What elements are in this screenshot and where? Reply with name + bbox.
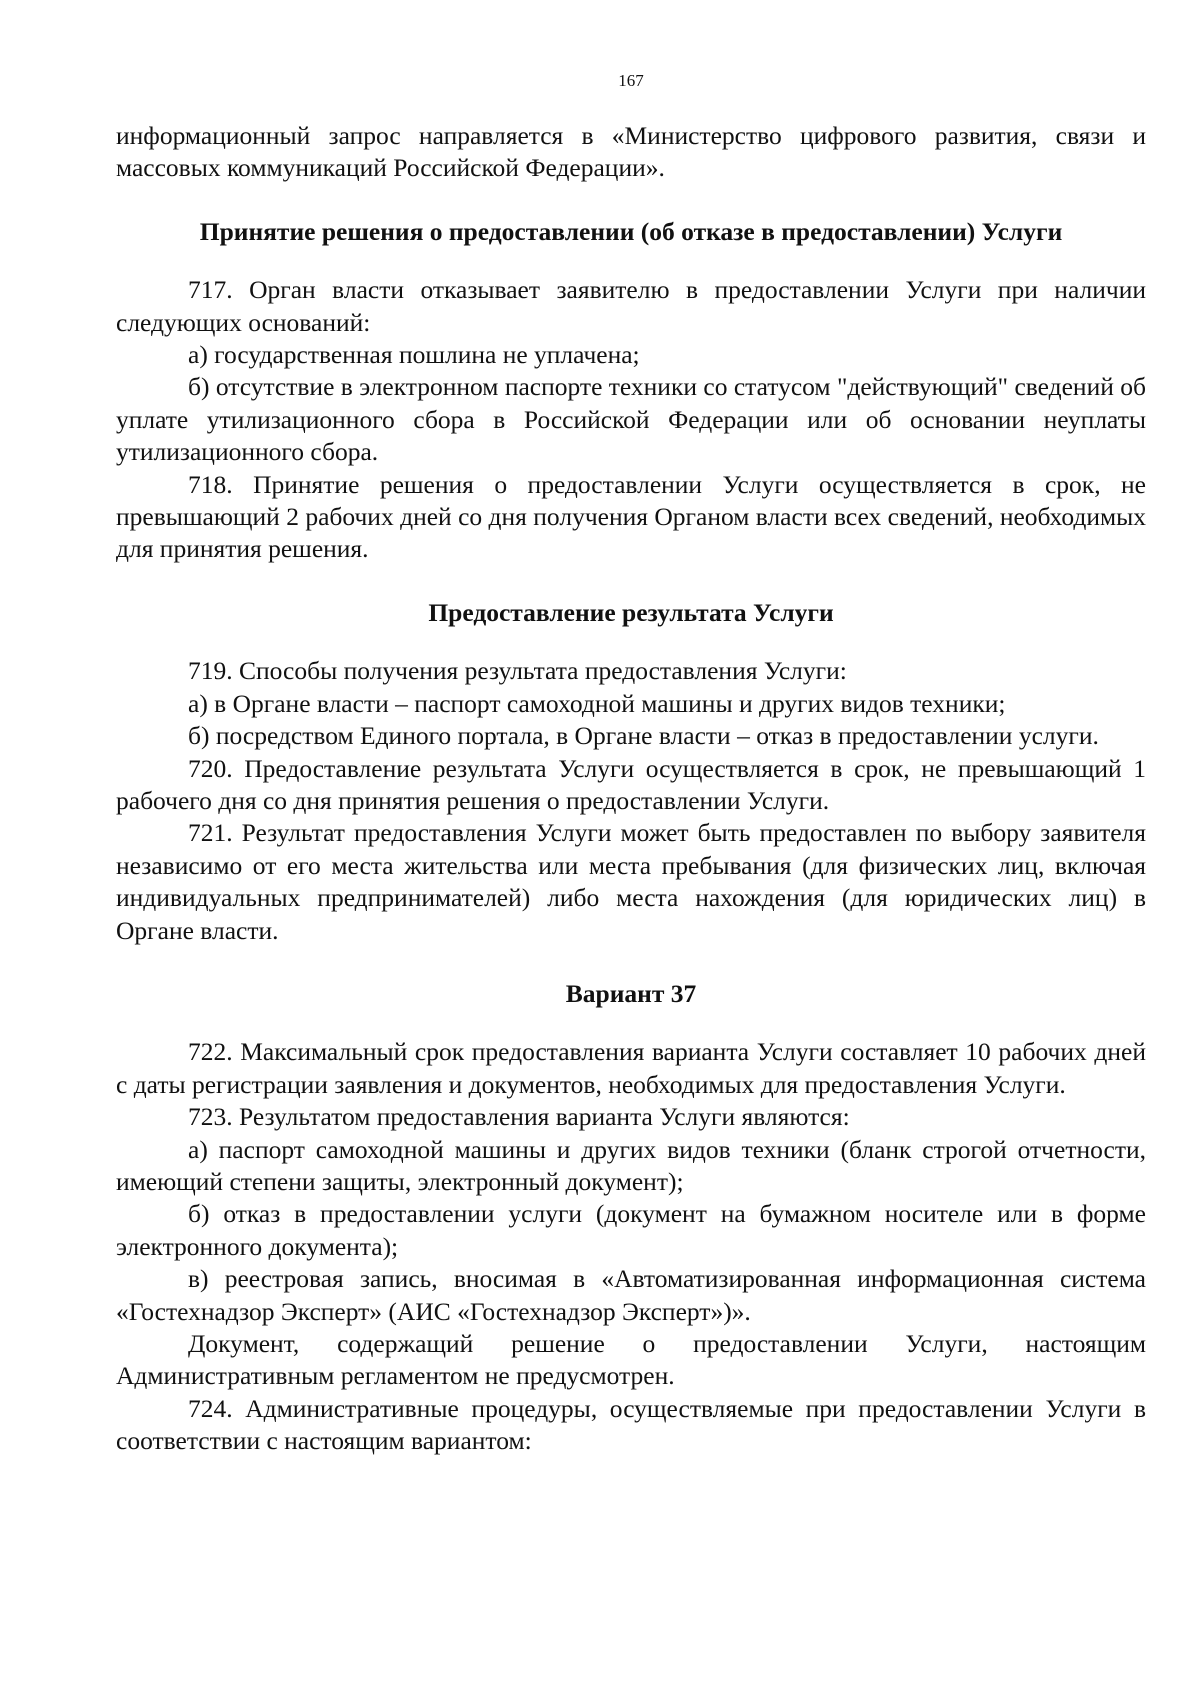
heading-result: Предоставление результата Услуги [428,597,834,627]
paragraph-717-a: а) государственная пошлина не уплачена; [188,340,640,370]
paragraph-717: 717. Орган власти отказывает заявителю в предоставлении Услуги при наличии следующих оснований: [116,275,1146,337]
paragraph-723-a: а) паспорт самоходной машины и других видов техники (бланк строгой отчетности, имеющий степени защиты, электронный документ); [116,1134,1146,1196]
paragraph-719-b: б) посредством Единого портала, в Органе власти – отказ в предоставлении услуги. [188,721,1099,751]
paragraph-719: 719. Способы получения результата предоставления Услуги: [188,656,847,686]
paragraph-720: 720. Предоставление результата Услуги осуществляется в срок, не превышающий 1 рабочего дня со дня принятия решения о предоставлении Услуги. [116,753,1146,815]
paragraph-722: 722. Максимальный срок предоставления варианта Услуги составляет 10 рабочих дней с даты регистрации заявления и документов, необходимых для предоставления Услуги. [116,1037,1146,1099]
paragraph-721: 721. Результат предоставления Услуги может быть предоставлен по выбору заявителя независимо от его места жительства или места пребывания (для физических лиц, включая индивидуальных предпринимателей) либо места нахождения (для юридических лиц) в Органе власти. [116,818,1146,945]
heading-variant: Вариант 37 [565,978,697,1008]
document-body [116,120,1146,1458]
paragraph-724: 724. Административные процедуры, осуществляемые при предоставлении Услуги в соответствии с настоящим вариантом: [116,1393,1146,1456]
intro-paragraph: информационный запрос направляется в «Министерство цифрового развития, связи и массовых коммуникаций Российской Федерации». [116,121,1146,183]
paragraph-723: 723. Результатом предоставления варианта Услуги являются: [188,1102,850,1132]
paragraph-718: 718. Принятие решения о предоставлении Услуги осуществляется в срок, не превышающий 2 рабочих дней со дня получения Органом власти всех сведений, необходимых для принятия решения. [116,469,1146,564]
paragraph-717-b: б) отсутствие в электронном паспорте техники со статусом "действующий" сведений об уплате утилизационного сбора в Российской Федерации или об основании неуплаты утилизационного сбора. [116,372,1146,467]
paragraph-719-a: а) в Органе власти – паспорт самоходной машины и других видов техники; [188,688,1006,718]
page-number: 167 [618,71,644,90]
paragraph-723-c: в) реестровая запись, вносимая в «Автоматизированная информационная система «Гостехнадзор Эксперт» (АИС «Гостехнадзор Эксперт»)». [116,1264,1146,1326]
paragraph-723-d: Документ, содержащий решение о предоставлении Услуги, настоящим Административным регламентом не предусмотрен. [116,1329,1146,1391]
heading-decision: Принятие решения о предоставлении (об отказе в предоставлении) Услуги [199,216,1063,246]
paragraph-723-b: б) отказ в предоставлении услуги (документ на бумажном носителе или в форме электронного документа); [116,1199,1146,1261]
